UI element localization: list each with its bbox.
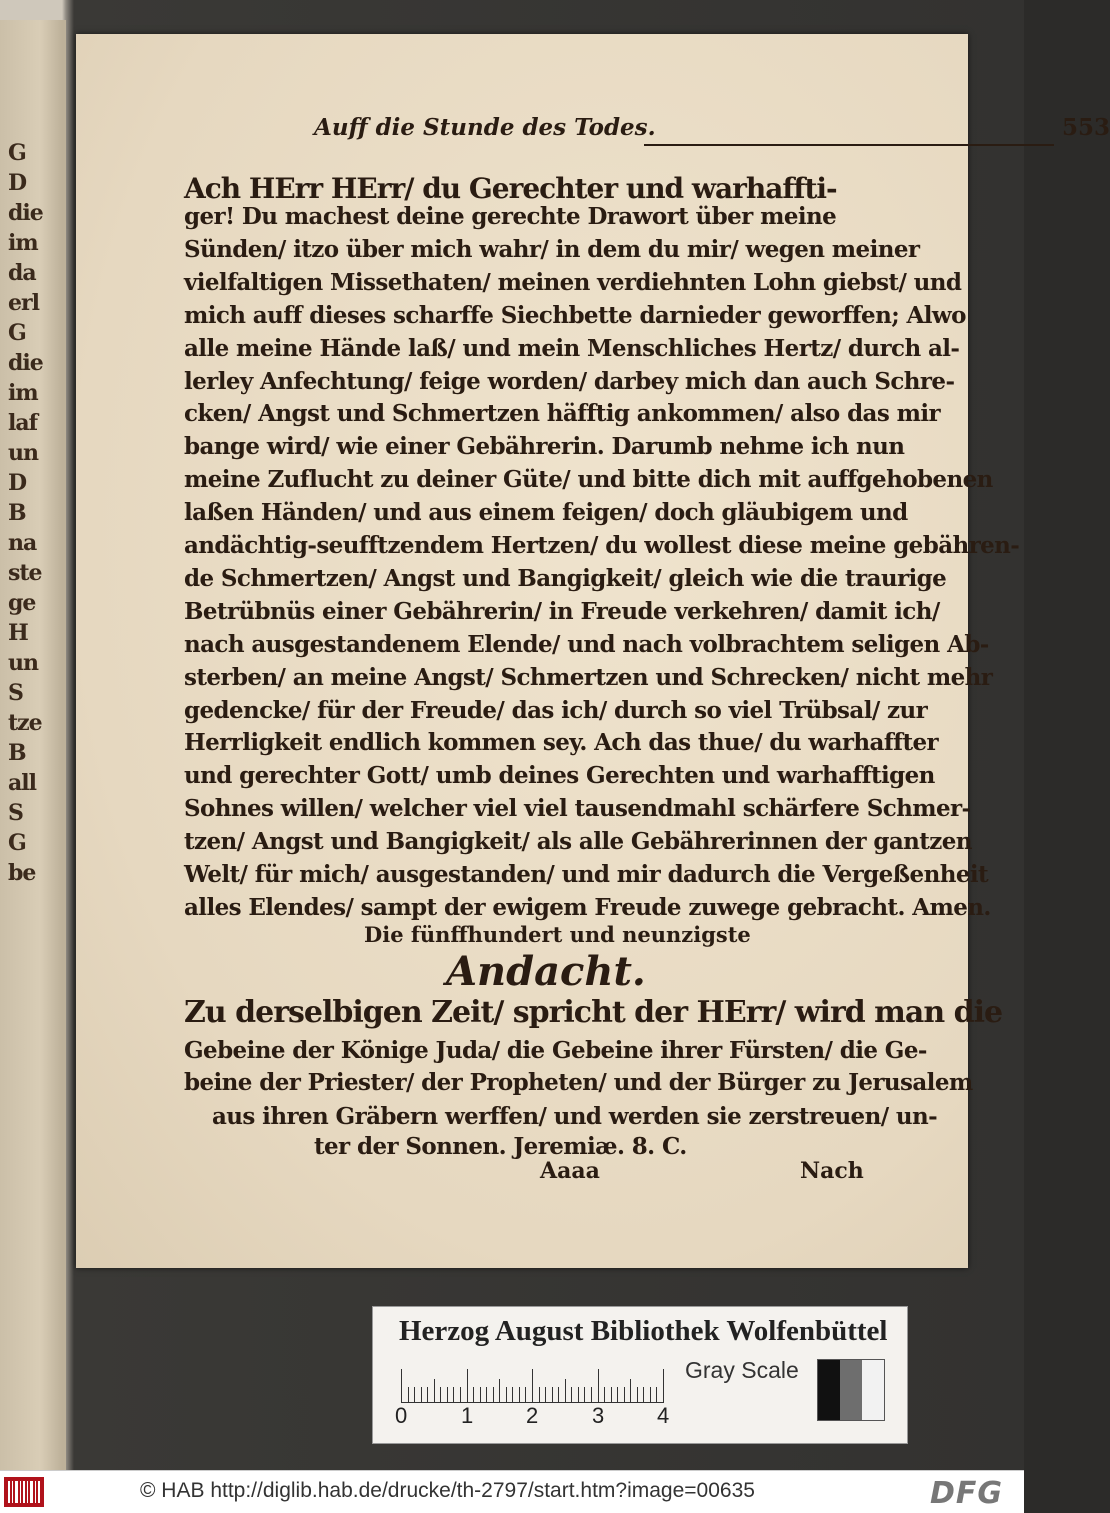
ruler-tick — [598, 1369, 599, 1403]
left-page-fragment: G — [8, 140, 26, 166]
ruler-tick — [493, 1387, 494, 1403]
ruler-tick — [460, 1387, 461, 1403]
ruler-tick — [624, 1387, 625, 1403]
left-page-edge — [0, 20, 66, 1470]
text-line: Sünden/ itzo über mich wahr/ in dem du mir/ wegen meiner — [184, 235, 920, 263]
catchword: Nach — [800, 1158, 864, 1184]
ruler-tick — [408, 1387, 409, 1403]
ruler-tick — [611, 1387, 612, 1403]
ruler-tick — [558, 1387, 559, 1403]
ruler-tick — [499, 1379, 500, 1403]
text-line: lerley Anfechtung/ feige worden/ darbey mich dan auch Schre- — [184, 367, 955, 395]
barcode-icon — [4, 1477, 44, 1507]
ruler-tick — [552, 1387, 553, 1403]
ruler-tick — [421, 1387, 422, 1403]
text-line: cken/ Angst und Schmertzen häfftig ankommen/ also das mir — [184, 400, 941, 428]
left-page-fragment: un — [8, 650, 38, 676]
ruler-tick — [630, 1379, 631, 1403]
ruler-tick — [578, 1387, 579, 1403]
left-page-fragment: ste — [8, 560, 42, 586]
ruler-tick — [637, 1387, 638, 1403]
ruler-tick — [506, 1387, 507, 1403]
color-target-card — [372, 1306, 908, 1444]
text-line: vielfaltigen Missethaten/ meinen verdiehnten Lohn giebst/ und — [184, 268, 962, 296]
left-page-fragment: die — [8, 350, 43, 376]
text-line: alle meine Hände laß/ und mein Menschliches Hertz/ durch al- — [184, 334, 960, 362]
scripture-line: Zu derselbigen Zeit/ spricht der HErr/ wird man die — [184, 995, 1003, 1030]
left-page-fragment: tze — [8, 710, 42, 736]
ruler-tick — [512, 1387, 513, 1403]
section-heading-small: Die fünffhundert und neunzigste — [364, 922, 751, 947]
footer-bar — [0, 1470, 1024, 1513]
gray-swatches — [817, 1359, 885, 1421]
left-page-fragment: die — [8, 200, 43, 226]
footer-copyright-link[interactable]: © HAB http://diglib.hab.de/drucke/th-2797/start.htm?image=00635 — [140, 1479, 755, 1502]
ruler-tick — [539, 1387, 540, 1403]
scale-number: 4 — [657, 1403, 670, 1428]
dfg-logo: DFG — [930, 1476, 1004, 1511]
left-page-fragment: laf — [8, 410, 38, 436]
page-number: 553 — [1062, 114, 1110, 141]
text-line: bange wird/ wie einer Gebährerin. Darumb nehme ich nun — [184, 433, 905, 461]
ruler-tick — [414, 1387, 415, 1403]
left-page-fragment: na — [8, 530, 37, 556]
section-heading-big: Andacht. — [446, 948, 646, 995]
ruler-tick — [447, 1387, 448, 1403]
text-line: Welt/ für mich/ ausgestanden/ und mir dadurch die Vergeßenheit — [184, 861, 989, 888]
text-line: meine Zuflucht zu deiner Güte/ und bitte dich mit auffgehobenen — [184, 466, 993, 494]
text-line: de Schmertzen/ Angst und Bangigkeit/ gleich wie die traurige — [184, 564, 947, 592]
ruler-tick — [473, 1387, 474, 1403]
scripture-line: ter der Sonnen. Jeremiæ. 8. C. — [314, 1133, 687, 1160]
text-line: andächtig-seufftzendem Hertzen/ du wollest diese meine gebähren- — [184, 532, 1020, 559]
ruler-tick — [650, 1387, 651, 1403]
ruler-tick — [467, 1369, 468, 1403]
left-page-fragment: ge — [8, 590, 36, 616]
text-line: mich auff dieses scharffe Siechbette darnieder geworffen; Alwo — [184, 301, 966, 329]
left-page-fragment: im — [8, 380, 38, 406]
ruler-tick — [643, 1387, 644, 1403]
left-page-fragment: S — [8, 680, 23, 706]
text-line: Herrligkeit endlich kommen sey. Ach das thue/ du warhaffter — [184, 729, 939, 757]
ruler-tick — [519, 1387, 520, 1403]
left-page-fragment: B — [8, 500, 26, 526]
left-page-fragment: H — [8, 620, 28, 646]
scale-ruler — [401, 1363, 669, 1403]
ruler-tick — [591, 1387, 592, 1403]
header-rule — [644, 144, 1054, 146]
ruler-tick — [656, 1387, 657, 1403]
ruler-tick — [545, 1387, 546, 1403]
left-page-fragment: D — [8, 170, 27, 196]
scripture-line: beine der Priester/ der Propheten/ und der Bürger zu Jerusalem — [184, 1069, 973, 1096]
text-line: Sohnes willen/ welcher viel viel tausendmahl schärfere Schmer- — [184, 795, 971, 823]
left-page-fragment: B — [8, 740, 26, 766]
header-title: Auff die Stunde des Todes. — [314, 114, 656, 141]
ruler-tick — [401, 1369, 402, 1403]
scripture-line: Gebeine der Könige Juda/ die Gebeine ihrer Fürsten/ die Ge- — [184, 1037, 927, 1064]
scale-number: 2 — [526, 1403, 539, 1428]
scale-number: 3 — [592, 1403, 605, 1428]
gray-swatch — [818, 1360, 840, 1420]
left-page-fragment: un — [8, 440, 38, 466]
left-page-fragment: im — [8, 230, 38, 256]
ruler-tick — [604, 1387, 605, 1403]
signature-mark: Aaaa — [540, 1158, 600, 1184]
left-page-fragment: all — [8, 770, 36, 796]
text-line: Ach HErr HErr/ du Gerechter und warhaffti- — [184, 172, 837, 205]
left-page-fragment: S — [8, 800, 23, 826]
text-line: Betrübnüs einer Gebährerin/ in Freude verkehren/ damit ich/ — [184, 597, 940, 625]
ruler-tick — [565, 1379, 566, 1403]
ruler-tick — [480, 1387, 481, 1403]
ruler-tick — [440, 1387, 441, 1403]
scale-number: 1 — [461, 1403, 474, 1428]
scripture-line: aus ihren Gräbern werffen/ und werden sie zerstreuen/ un- — [212, 1103, 938, 1130]
ruler-tick — [434, 1379, 435, 1403]
ruler-tick — [532, 1369, 533, 1403]
ruler-tick — [486, 1387, 487, 1403]
ruler-tick — [427, 1387, 428, 1403]
book-page — [76, 34, 1110, 1268]
scale-number: 0 — [395, 1403, 408, 1428]
gray-swatch — [840, 1360, 862, 1420]
ruler-tick — [525, 1387, 526, 1403]
left-page-fragment: D — [8, 470, 27, 496]
gray-scale-label: Gray Scale — [685, 1357, 799, 1383]
ruler-tick — [617, 1387, 618, 1403]
ruler-tick — [584, 1387, 585, 1403]
text-line: laßen Händen/ und aus einem feigen/ doch gläubigem und — [184, 499, 908, 527]
left-page-fragment: da — [8, 260, 36, 286]
text-line: ger! Du machest deine gerechte Drawort über meine — [184, 203, 837, 230]
text-line: sterben/ an meine Angst/ Schmertzen und Schrecken/ nicht mehr — [184, 663, 993, 691]
library-name: Herzog August Bibliothek Wolfenbüttel — [399, 1315, 888, 1347]
left-page-fragment: G — [8, 320, 26, 346]
text-line: alles Elendes/ sampt der ewigem Freude zuwege gebracht. Amen. — [184, 893, 991, 921]
ruler-tick — [663, 1369, 664, 1403]
ruler-tick — [453, 1387, 454, 1403]
text-line: und gerechter Gott/ umb deines Gerechten und warhafftigen — [184, 762, 935, 790]
gray-swatch — [862, 1360, 884, 1420]
running-header — [314, 114, 1110, 148]
text-line: tzen/ Angst und Bangigkeit/ als alle Gebährerinnen der gantzen — [184, 828, 972, 856]
left-page-fragment: be — [8, 860, 36, 886]
text-line: gedencke/ für der Freude/ das ich/ durch so viel Trübsal/ zur — [184, 696, 928, 724]
text-line: nach ausgestandenem Elende/ und nach volbrachtem seligen Ab- — [184, 630, 989, 658]
ruler-tick — [571, 1387, 572, 1403]
left-page-fragment: erl — [8, 290, 39, 316]
left-page-fragment: G — [8, 830, 26, 856]
